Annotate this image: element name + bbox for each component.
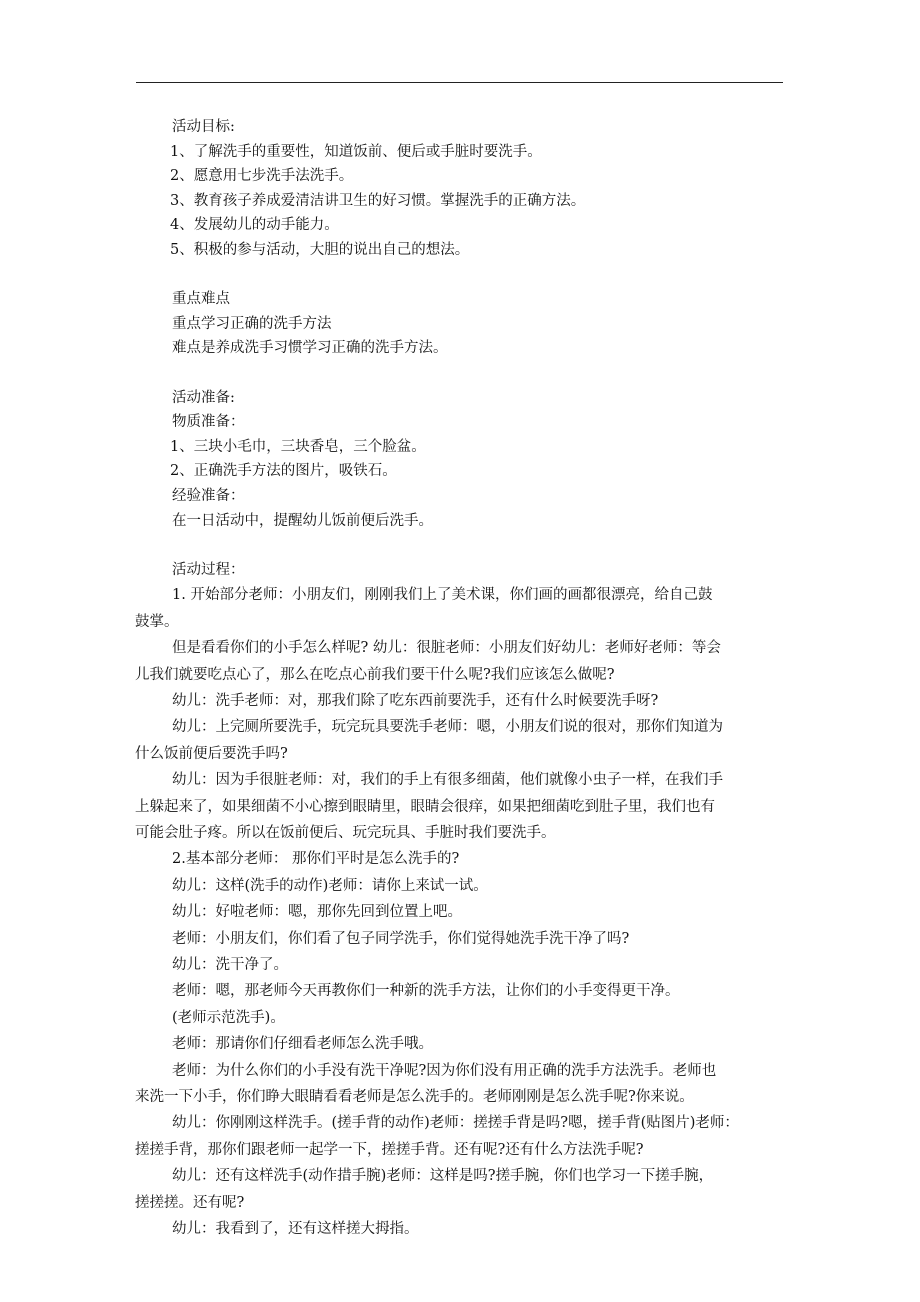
process-paragraphs xyxy=(135,582,784,1242)
paragraph-first-line: 幼儿：上完厕所要洗手，玩完玩具要洗手老师：嗯，小朋友们说的很对，那你们知道为 xyxy=(172,719,723,736)
spacer xyxy=(172,263,784,288)
paragraph-first-line: 幼儿：我看到了，还有这样搓大拇指。 xyxy=(172,1221,419,1238)
section-heading-process: 活动过程： xyxy=(172,561,245,578)
paragraph-continuation-line: 搓搓搓。还有呢? xyxy=(135,1194,245,1211)
section-heading-goals: 活动目标: xyxy=(172,119,235,135)
key-points-section xyxy=(172,287,784,361)
paragraph-continuation-line: 什么饭前便后要洗手吗? xyxy=(135,745,288,762)
paragraph-continuation-line: 儿我们就要吃点心了，那么在吃点心前我们要干什么呢?我们应该怎么做呢? xyxy=(135,666,615,683)
paragraph-first-line: 幼儿：你刚刚这样洗手。(搓手背的动作)老师：搓搓手背是吗?嗯，搓手背(贴图片)老师： xyxy=(172,1115,739,1132)
paragraph-first-line: 老师：为什么你们的小手没有洗干净呢?因为你们没有用正确的洗手方法洗手。老师也 xyxy=(172,1062,717,1079)
process-paragraph xyxy=(135,582,784,635)
paragraph-first-line: 但是看看你们的小手怎么样呢? 幼儿：很脏老师：小朋友们好幼儿：老师好老师：等会 xyxy=(172,640,721,657)
paragraph-first-line: 老师：嗯，那老师今天再教你们一种新的洗手方法，让你们的小手变得更干净。 xyxy=(172,983,680,1000)
experience-item: 在一日活动中，提醒幼儿饭前便后洗手。 xyxy=(172,512,433,529)
paragraph-continuation-line: 上躲起来了，如果细菌不小心擦到眼睛里，眼睛会很痒，如果把细菌吃到肚子里，我们也有 xyxy=(135,798,715,815)
process-paragraph xyxy=(172,873,784,899)
paragraph-first-line: 老师：小朋友们，你们看了包子同学洗手，你们觉得她洗手洗干净了吗? xyxy=(172,930,630,947)
paragraph-continuation-line: 来洗一下小手，你们睁大眼睛看看老师是怎么洗手的。老师刚刚是怎么洗手呢?你来说。 xyxy=(135,1089,694,1105)
paragraph-first-line: (老师示范洗手)。 xyxy=(172,1009,285,1026)
process-paragraph xyxy=(135,1110,784,1163)
section-heading-key-points: 重点难点 xyxy=(172,291,230,308)
process-paragraph xyxy=(135,1058,784,1111)
paragraph-first-line: 1. 开始部分老师：小朋友们，刚刚我们上了美术课，你们画的画都很漂亮，给自己鼓 xyxy=(172,587,713,604)
material-item: 2、正确洗手方法的图片，吸铁石。 xyxy=(170,463,397,480)
spacer xyxy=(172,533,784,558)
goal-item: 3、教育孩子养成爱清洁讲卫生的好习惯。掌握洗手的正确方法。 xyxy=(170,192,586,209)
document-body xyxy=(135,115,784,1242)
goal-item: 4、发展幼儿的动手能力。 xyxy=(170,217,339,234)
material-item: 1、三块小毛巾，三块香皂，三个脸盆。 xyxy=(170,438,426,455)
subheading-material: 物质准备： xyxy=(172,414,245,431)
process-paragraph xyxy=(135,1163,784,1216)
paragraph-first-line: 幼儿：洗干净了。 xyxy=(172,956,288,973)
key-point-item: 难点是养成洗手习惯学习正确的洗手方法。 xyxy=(172,340,448,357)
paragraph-first-line: 幼儿：好啦老师：嗯，那你先回到位置上吧。 xyxy=(172,904,462,921)
section-heading-preparation: 活动准备: xyxy=(172,389,235,406)
process-paragraph xyxy=(172,1216,784,1242)
goals-section xyxy=(172,115,784,263)
paragraph-first-line: 幼儿：洗手老师：对，那我们除了吃东西前要洗手，还有什么时候要洗手呀? xyxy=(172,692,659,709)
process-paragraph xyxy=(172,1031,784,1057)
goal-item: 2、愿意用七步洗手法洗手。 xyxy=(170,168,354,185)
goal-item: 5、积极的参与活动，大胆的说出自己的想法。 xyxy=(170,241,470,258)
paragraph-first-line: 老师：那请你们仔细看老师怎么洗手哦。 xyxy=(172,1036,433,1053)
paragraph-first-line: 幼儿：因为手很脏老师：对，我们的手上有很多细菌，他们就像小虫子一样，在我们手 xyxy=(172,772,723,789)
process-paragraph xyxy=(172,688,784,714)
key-point-item: 重点学习正确的洗手方法 xyxy=(172,315,332,332)
process-paragraph xyxy=(172,1005,784,1031)
process-paragraph xyxy=(172,952,784,978)
subheading-experience: 经验准备： xyxy=(172,487,245,504)
process-paragraph xyxy=(172,926,784,952)
paragraph-continuation-line: 搓搓手背，那你们跟老师一起学一下，搓搓手背。还有呢?还有什么方法洗手呢? xyxy=(135,1141,644,1158)
process-paragraph xyxy=(135,635,784,688)
paragraph-continuation-line: 鼓掌。 xyxy=(135,613,179,630)
process-paragraph xyxy=(172,978,784,1004)
header-rule xyxy=(136,82,783,83)
paragraph-first-line: 幼儿：这样(洗手的动作)老师：请你上来试一试。 xyxy=(172,877,488,894)
process-paragraph xyxy=(135,714,784,767)
spacer xyxy=(172,361,784,386)
paragraph-continuation-line: 可能会肚子疼。所以在饭前便后、玩完玩具、手脏时我们要洗手。 xyxy=(135,824,556,841)
paragraph-first-line: 幼儿：还有这样洗手(动作措手腕)老师：这样是吗?搓手腕，你们也学习一下搓手腕， xyxy=(172,1168,714,1185)
process-paragraph xyxy=(135,767,784,846)
goal-item: 1、了解洗手的重要性，知道饭前、便后或手脏时要洗手。 xyxy=(170,143,542,160)
process-paragraph xyxy=(172,846,784,872)
preparation-section xyxy=(172,386,784,534)
process-paragraph xyxy=(172,899,784,925)
paragraph-first-line: 2.基本部分老师： 那你们平时是怎么洗手的? xyxy=(172,851,460,868)
process-section xyxy=(135,558,784,1243)
